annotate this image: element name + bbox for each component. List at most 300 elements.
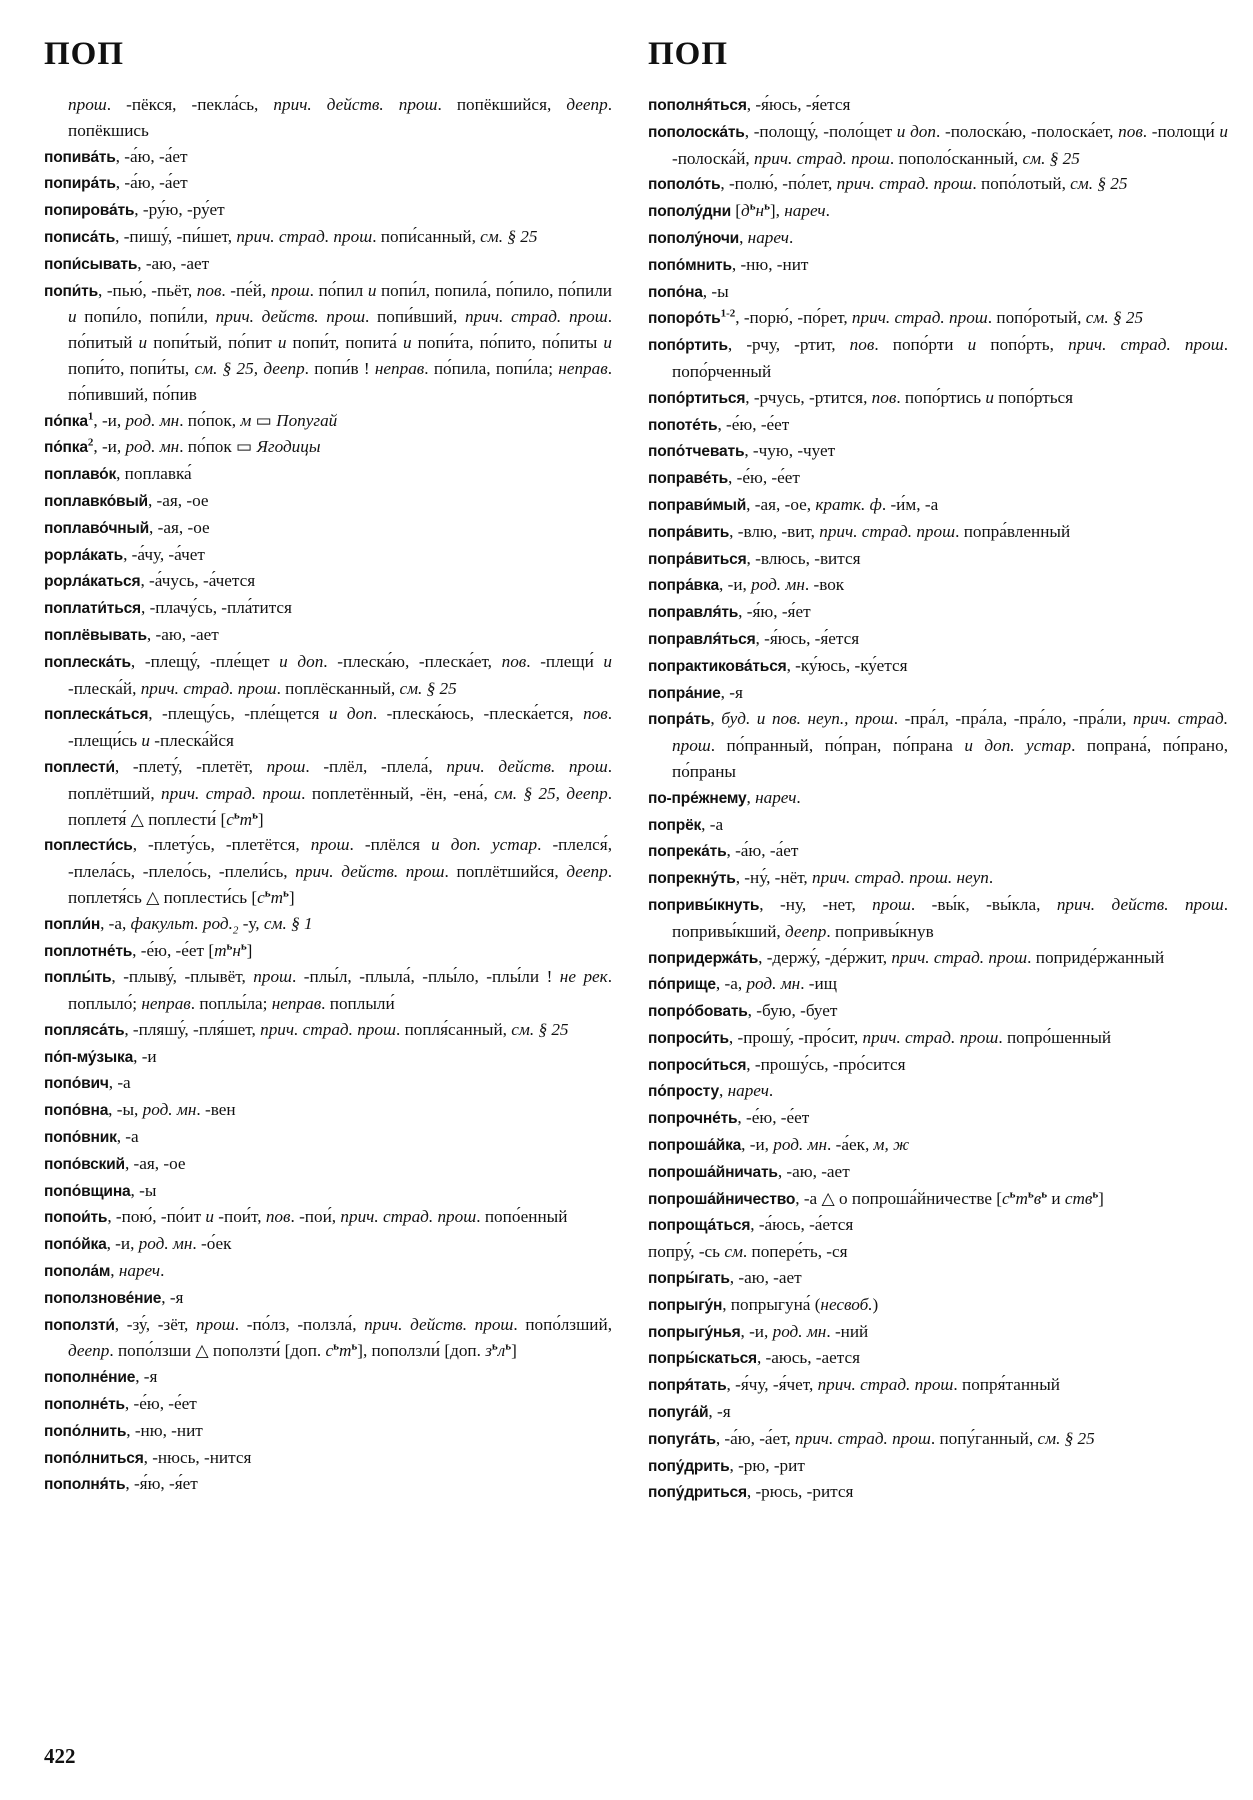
entry-text: ] xyxy=(246,940,253,960)
dictionary-entry xyxy=(44,701,612,754)
entry-text: , -держу́, -де́ржит, xyxy=(758,947,892,967)
grammar-label: пов xyxy=(583,704,608,724)
dictionary-entry xyxy=(648,785,1228,812)
grammar-label: и xyxy=(68,307,77,327)
entry-text: . -ний xyxy=(826,1321,869,1341)
grammar-label: н xyxy=(755,201,765,221)
headword: пополня́ть xyxy=(44,1476,126,1494)
grammar-label: н xyxy=(232,940,241,960)
dictionary-entry xyxy=(44,1044,612,1071)
entry-text: попи́тый, по́пит xyxy=(147,333,278,353)
entry-text: , -рчу, -ртит, xyxy=(727,335,850,355)
grammar-label: прич. страд. прош xyxy=(161,783,302,803)
entry-text: , -плету́, -плетёт, xyxy=(114,756,267,776)
grammar-label: и xyxy=(402,333,412,353)
dictionary-entry xyxy=(44,1364,612,1391)
entry-text: попру́, -сь xyxy=(648,1242,725,1262)
dictionary-entry xyxy=(44,278,612,408)
grammar-label: прич. страд. прош xyxy=(754,148,890,168)
dictionary-entry xyxy=(44,434,612,461)
entry-text: попи́ло, попи́ли, xyxy=(76,307,216,327)
dictionary-entry xyxy=(648,546,1228,573)
dictionary-entry xyxy=(648,998,1228,1025)
headword: попроша́йничать xyxy=(648,1163,778,1181)
entry-text: . попля́санный, xyxy=(395,1019,512,1039)
entry-text: ▭ xyxy=(251,410,277,430)
dictionary-entry xyxy=(44,542,612,569)
headword: попляса́ть xyxy=(44,1021,125,1039)
dictionary-entry xyxy=(44,251,612,278)
headword: попря́тать xyxy=(648,1377,727,1395)
entry-text: попи́т, попита́ xyxy=(286,333,403,353)
entry-text: . -полощи́ xyxy=(1142,121,1220,141)
entry-text: , -я́ю, -я́ет xyxy=(125,1474,198,1494)
dictionary-entry xyxy=(44,1017,612,1044)
entry-text: , -бую, -бует xyxy=(747,1001,838,1021)
entry-text: . попёкшийся, xyxy=(437,95,567,114)
grammar-label: т xyxy=(1015,1188,1028,1208)
entry-text: ] xyxy=(511,1341,517,1361)
entry-text: . попо́лзши △ поползти́ [доп. xyxy=(109,1341,326,1361)
entry-text: , -я xyxy=(135,1367,158,1387)
headword: попроша́йничество xyxy=(648,1190,796,1208)
entry-text: . по́пок ▭ xyxy=(179,437,257,457)
entry-text: , -ая, -ое, xyxy=(746,494,816,514)
grammar-label: см xyxy=(724,1242,743,1262)
dictionary-entry xyxy=(648,1132,1228,1159)
headword: попо́йка xyxy=(44,1236,107,1254)
headword: попо́мнить xyxy=(648,256,732,274)
grammar-label: т xyxy=(214,940,227,960)
headword: поплаво́чный xyxy=(44,519,150,537)
entry-text: , -я́чу, -я́чет, xyxy=(726,1375,818,1395)
grammar-label: прич. страд. прош xyxy=(140,678,277,698)
entry-text: -у, xyxy=(238,913,264,933)
entry-text: попи́то, попи́ты, xyxy=(68,358,195,378)
headword: попуга́й xyxy=(648,1404,709,1422)
entry-text: ь xyxy=(283,887,289,900)
entry-text: ь xyxy=(1009,1187,1016,1200)
entry-text: , -ы xyxy=(130,1180,157,1200)
entry-text: , -полощу́, -поло́щет xyxy=(744,121,897,141)
running-head-right: ПОП xyxy=(648,36,729,72)
dictionary-entry xyxy=(44,622,612,649)
entry-text: . попривы́кнув xyxy=(826,921,934,941)
dictionary-entry xyxy=(648,332,1228,385)
dictionary-entry xyxy=(44,170,612,197)
entry-text: [ xyxy=(730,201,742,221)
entry-text: . попо́ртись xyxy=(896,387,986,407)
headword: попо́вщина xyxy=(44,1182,131,1200)
dictionary-entry xyxy=(648,838,1228,865)
headword: пописа́ть xyxy=(44,228,116,246)
grammar-label: т xyxy=(338,1341,352,1361)
grammar-label: в xyxy=(1033,1188,1042,1208)
entry-text: попо́рть, xyxy=(976,335,1069,355)
entry-text: . поприде́ржанный xyxy=(1027,947,1165,967)
entry-text: ь xyxy=(1092,1187,1099,1200)
entry-text: , -рюсь, -рится xyxy=(746,1482,854,1502)
headword: поползнове́ние xyxy=(44,1289,162,1307)
headword: попу́дриться xyxy=(648,1484,747,1502)
entry-text: -плеска́й, xyxy=(68,678,141,698)
dictionary-entry xyxy=(44,1285,612,1312)
entry-text: , -ы, xyxy=(108,1100,143,1120)
dictionary-entry xyxy=(44,488,612,515)
headword: попра́виться xyxy=(648,550,747,568)
dictionary-entry xyxy=(648,1105,1228,1132)
entry-text: , -ню, -нит xyxy=(126,1420,203,1440)
dictionary-entry xyxy=(648,626,1228,653)
entry-text: . -вен xyxy=(196,1100,236,1120)
entry-text: . попро́шенный xyxy=(998,1027,1112,1047)
entry-text: . -плещи́ xyxy=(526,651,604,671)
entry-text: ь xyxy=(1027,1187,1034,1200)
grammar-label: пов xyxy=(849,335,875,355)
grammar-label: прош xyxy=(872,894,911,914)
headword: пополо́ть xyxy=(648,176,721,194)
entry-text: -пои́т, xyxy=(213,1207,266,1227)
left-column xyxy=(44,92,612,1498)
grammar-label: буд. и пов. неуп., прош xyxy=(721,709,894,729)
headword: попривы́кнуть xyxy=(648,896,760,914)
dictionary-entry xyxy=(44,1471,612,1498)
dictionary-entry xyxy=(648,865,1228,892)
grammar-label: прош xyxy=(253,967,293,987)
entry-text: ь xyxy=(264,887,271,900)
headword: по́п-му́зыка xyxy=(44,1048,134,1066)
grammar-label: пов xyxy=(196,280,222,300)
entry-text: ] xyxy=(288,887,295,907)
grammar-label: нареч xyxy=(755,787,797,807)
entry-text: . попо́рченный xyxy=(672,335,1228,381)
entry-text: . -плы́л, -плыла́, -плы́ло, -плы́ли ! xyxy=(292,967,560,987)
headword: попоте́ть xyxy=(648,416,718,434)
entry-text: . попёкшись xyxy=(68,95,612,140)
entry-text: 1-2 xyxy=(720,307,736,320)
entry-text: ь xyxy=(505,1340,512,1353)
headword: popла́каться xyxy=(44,573,141,591)
grammar-label: неправ xyxy=(271,994,322,1014)
headword: popла́кать xyxy=(44,546,124,564)
page-number: 422 xyxy=(44,1744,76,1768)
entry-text: . -плёл, -плела́, xyxy=(305,756,447,776)
grammar-label: род. мн xyxy=(746,974,801,994)
entry-text: ь xyxy=(226,939,233,952)
entry-text: . xyxy=(825,201,830,221)
headword: попо́вский xyxy=(44,1155,125,1173)
entry-text: , -е́ю, -е́ет [ xyxy=(132,940,215,960)
entry-text: , -я xyxy=(161,1287,184,1307)
dictionary-entry xyxy=(648,92,1228,119)
headword: попроща́ться xyxy=(648,1217,751,1235)
headword: по́просту xyxy=(648,1083,719,1101)
entry-text: , -и, xyxy=(93,410,126,430)
entry-text: . поплетённый, -ён, -ена́, xyxy=(301,783,495,803)
grammar-label: и xyxy=(1219,121,1228,141)
entry-text: , -влюсь, -вится xyxy=(746,548,861,568)
entry-text: . -плеска́юсь, -плеска́ется, xyxy=(372,704,584,724)
entry-text: . попере́ть, -ся xyxy=(742,1242,848,1262)
entry-text: , -пою́, -по́ит xyxy=(107,1207,206,1227)
dictionary-entry xyxy=(648,225,1228,252)
dictionary-entry xyxy=(44,1070,612,1097)
dictionary-entry xyxy=(44,1151,612,1178)
grammar-label: прош xyxy=(266,756,306,776)
entry-text: ь xyxy=(1041,1187,1048,1200)
grammar-label: прич. страд. прош xyxy=(1068,335,1224,355)
headword: пополу́дни xyxy=(648,203,731,221)
entry-text: , -а, xyxy=(100,913,131,933)
dictionary-entry xyxy=(648,1292,1228,1319)
entry-text: , -а́юсь, -а́ется xyxy=(750,1215,854,1235)
grammar-label: прич. страд. прош xyxy=(862,1027,999,1047)
grammar-label: не рек xyxy=(559,967,608,987)
headword: поплаво́к xyxy=(44,466,117,484)
headword: попра́ние xyxy=(648,684,721,702)
entry-text: . поплыло́; xyxy=(68,967,613,1014)
headword: попу́дрить xyxy=(648,1457,730,1475)
headword: попроси́ть xyxy=(648,1029,729,1047)
headword: поплеска́ться xyxy=(44,706,149,724)
dictionary-entry xyxy=(44,92,612,144)
grammar-label: и доп. устар xyxy=(431,835,538,855)
entry-text: , -ку́юсь, -ку́ется xyxy=(786,655,908,675)
headword: попрыгу́нья xyxy=(648,1323,741,1341)
grammar-label: и доп xyxy=(896,121,936,141)
grammar-label: с xyxy=(226,809,234,829)
running-head-left: ПОП xyxy=(44,36,125,72)
entry-text: , -а xyxy=(116,1127,139,1147)
grammar-label: и доп xyxy=(328,704,373,724)
dictionary-entry xyxy=(648,1159,1228,1186)
headword: поправи́мый xyxy=(648,496,747,514)
grammar-label: см. § 25, деепр xyxy=(494,783,608,803)
grammar-label: прич. страд. прош xyxy=(851,308,988,328)
entry-text: . попрана́, по́прано, по́праны xyxy=(672,736,1228,781)
grammar-label: неправ xyxy=(558,358,608,378)
entry-text: . -пра́л, -пра́ла, -пра́ло, -пра́ли, xyxy=(893,709,1133,729)
grammar-label: м xyxy=(240,410,252,430)
headword: по-пре́жнему xyxy=(648,789,747,807)
entry-text: -плеска́йся xyxy=(149,731,234,751)
entry-text: . -плёлся xyxy=(349,835,432,855)
grammar-label: кратк. ф xyxy=(815,494,882,514)
dictionary-entry xyxy=(648,1319,1228,1346)
entry-text: , xyxy=(710,709,722,729)
headword: поправля́ть xyxy=(648,604,739,622)
entry-text: 2 xyxy=(232,924,239,937)
entry-text: , -зу́, -зёт, xyxy=(114,1314,197,1334)
dictionary-entry xyxy=(44,461,612,488)
headword: поправе́ть xyxy=(648,470,729,488)
headword: попроси́ться xyxy=(648,1056,747,1074)
dictionary-entry xyxy=(648,812,1228,839)
grammar-label: с xyxy=(1002,1188,1010,1208)
entry-text: , -рчусь, -ртится, xyxy=(745,387,872,407)
entry-text: . -и́м, -а xyxy=(881,494,939,514)
headword: попо́вна xyxy=(44,1102,109,1120)
entry-text: , -аю, -ает xyxy=(777,1161,850,1181)
headword: попрека́ть xyxy=(648,843,727,861)
entry-text: . -о́ек xyxy=(192,1234,232,1254)
entry-text: ь xyxy=(233,808,240,821)
entry-text: , -аю, -ает xyxy=(146,624,219,644)
entry-text: , -ру́ю, -ру́ет xyxy=(134,200,225,220)
headword: попрыгу́н xyxy=(648,1296,723,1314)
grammar-label: прош xyxy=(196,1314,235,1334)
dictionary-entry xyxy=(648,599,1228,626)
entry-text: . xyxy=(796,787,801,807)
grammar-label: и доп. устар xyxy=(964,736,1072,756)
grammar-label: несвоб. xyxy=(820,1294,873,1314)
grammar-label: прич. действ. прош xyxy=(1056,894,1224,914)
headword: попрочне́ть xyxy=(648,1110,738,1128)
entry-text: попо́рться xyxy=(993,387,1074,407)
entry-text: , -ая, -ое xyxy=(149,517,210,537)
entry-text: попи́та, по́пито, по́питы xyxy=(411,333,604,353)
entry-text: , -плыву́, -плывёт, xyxy=(111,967,254,987)
dictionary-entry xyxy=(44,1204,612,1231)
headword: попо́лнить xyxy=(44,1422,127,1440)
grammar-label: и xyxy=(205,1207,214,1227)
headword: поплёвывать xyxy=(44,626,147,644)
entry-text: , -ая, -ое xyxy=(147,490,209,510)
grammar-label: род. мн xyxy=(125,410,180,430)
dictionary-entry xyxy=(648,1239,1228,1265)
entry-text: . -по́лз, -ползла́, xyxy=(234,1314,365,1334)
grammar-label: пов xyxy=(265,1207,291,1227)
entry-text: и xyxy=(1047,1188,1065,1208)
entry-text: , -а́ю, -а́ет xyxy=(726,841,799,861)
dictionary-entry xyxy=(44,911,612,938)
headword: поплавко́вый xyxy=(44,492,148,510)
entry-text: , попрыгуна́ ( xyxy=(722,1294,821,1314)
dictionary-entry xyxy=(44,408,612,435)
entry-text: ], xyxy=(769,201,785,221)
headword: пополоска́ть xyxy=(648,123,745,141)
dictionary-entry xyxy=(648,1025,1228,1052)
dictionary-entry xyxy=(44,595,612,622)
dictionary-entry xyxy=(648,492,1228,519)
entry-text: , -полю́, -по́лет, xyxy=(720,174,837,194)
dictionary-entry xyxy=(648,252,1228,279)
grammar-label: Попугай xyxy=(276,410,338,430)
dictionary-entry xyxy=(44,1124,612,1151)
entry-text: , -я xyxy=(708,1402,731,1422)
entry-text: . поплетя́сь △ поплести́сь [ xyxy=(68,862,612,907)
dictionary-entry xyxy=(44,515,612,542)
dictionary-entry xyxy=(44,832,612,910)
entry-text: , -ая, -ое xyxy=(124,1153,186,1173)
headword: поплати́ться xyxy=(44,600,141,618)
entry-text: , -и, xyxy=(719,575,752,595)
entry-text: 2 xyxy=(87,436,94,449)
entry-text: . -плелся́, -плела́сь, -плело́сь, -плели́сь, xyxy=(68,835,612,882)
entry-text: , -плету́сь, -плетётся, xyxy=(132,835,311,855)
grammar-label: и xyxy=(367,280,377,300)
entry-text: . попи́вший, xyxy=(365,307,466,327)
entry-text: , xyxy=(718,1081,728,1101)
grammar-label: род. мн xyxy=(142,1100,197,1120)
dictionary-entry xyxy=(44,1178,612,1205)
entry-text: . -плеска́ю, -плеска́ет, xyxy=(323,651,502,671)
grammar-label: деепр xyxy=(785,921,827,941)
grammar-label: род. мн xyxy=(751,575,805,595)
entry-text: , -плачу́сь, -пла́тится xyxy=(140,598,292,618)
headword: попола́м xyxy=(44,1263,111,1281)
grammar-label: см. § 25, деепр xyxy=(194,358,305,378)
headword: пополне́ть xyxy=(44,1396,125,1414)
entry-text: . пополо́сканный, xyxy=(889,148,1023,168)
entry-text: , -рю, -рит xyxy=(729,1455,805,1475)
entry-text: . поплы́ла; xyxy=(190,994,272,1014)
entry-text: , -плещу́, -пле́щет xyxy=(130,651,280,671)
dictionary-entry xyxy=(648,119,1228,172)
entry-text: , -аю, -ает xyxy=(137,253,210,273)
dictionary-entry xyxy=(648,305,1228,332)
entry-text: . -плещи́сь xyxy=(68,704,613,751)
entry-text: , -я́юсь, -я́ется xyxy=(755,628,860,648)
entry-text: , -а, xyxy=(715,974,747,994)
entry-text: . попо́енный xyxy=(476,1207,568,1227)
grammar-label: деепр xyxy=(68,1341,110,1361)
grammar-label: прош xyxy=(68,95,107,114)
grammar-label: прич. страд. прош xyxy=(817,1375,954,1395)
grammar-label: деепр xyxy=(566,95,608,114)
grammar-label: см. § 25 xyxy=(480,226,538,246)
grammar-label: прич. страд. прош xyxy=(340,1207,477,1227)
grammar-label: с xyxy=(325,1341,334,1361)
grammar-label: и xyxy=(277,333,287,353)
grammar-label: ств xyxy=(1064,1188,1093,1208)
entry-text: ь xyxy=(491,1340,498,1353)
dictionary-entry xyxy=(648,1399,1228,1426)
entry-text: ] xyxy=(257,809,264,829)
dictionary-entry xyxy=(44,1312,612,1365)
grammar-label: см. § 25 xyxy=(399,678,457,698)
entry-text: , -я́юсь, -я́ется xyxy=(746,95,851,114)
entry-text: . xyxy=(988,868,994,888)
entry-text: , -пью́, -пьёт, xyxy=(97,280,197,300)
headword: попива́ть xyxy=(44,148,116,166)
dictionary-entry xyxy=(648,1426,1228,1453)
dictionary-entry xyxy=(44,1097,612,1124)
dictionary-entry xyxy=(648,279,1228,306)
dictionary-entry xyxy=(648,572,1228,599)
headword: пополу́ночи xyxy=(648,229,740,247)
dictionary-entry xyxy=(648,171,1228,198)
entry-text: , -и, xyxy=(741,1135,774,1155)
grammar-label: род. мн xyxy=(772,1321,827,1341)
grammar-label: и xyxy=(603,651,612,671)
headword: попи́сывать xyxy=(44,255,138,273)
headword: пополне́ние xyxy=(44,1369,136,1387)
dictionary-entry xyxy=(44,938,612,965)
entry-text: ь xyxy=(351,1340,358,1353)
entry-text: ] xyxy=(1098,1188,1104,1208)
headword: попры́скаться xyxy=(648,1350,757,1368)
entry-text: . -полоска́ю, -полоска́ет, xyxy=(935,121,1119,141)
entry-text: , -а́ю, -а́ет xyxy=(115,146,188,166)
grammar-label: и xyxy=(985,387,994,407)
grammar-label: нареч xyxy=(747,227,789,247)
grammar-label: пов xyxy=(871,387,897,407)
entry-text: . xyxy=(160,1261,165,1281)
grammar-label: и xyxy=(141,731,150,751)
grammar-label: см. § 25 xyxy=(1022,148,1080,168)
entry-text: . xyxy=(789,227,794,247)
